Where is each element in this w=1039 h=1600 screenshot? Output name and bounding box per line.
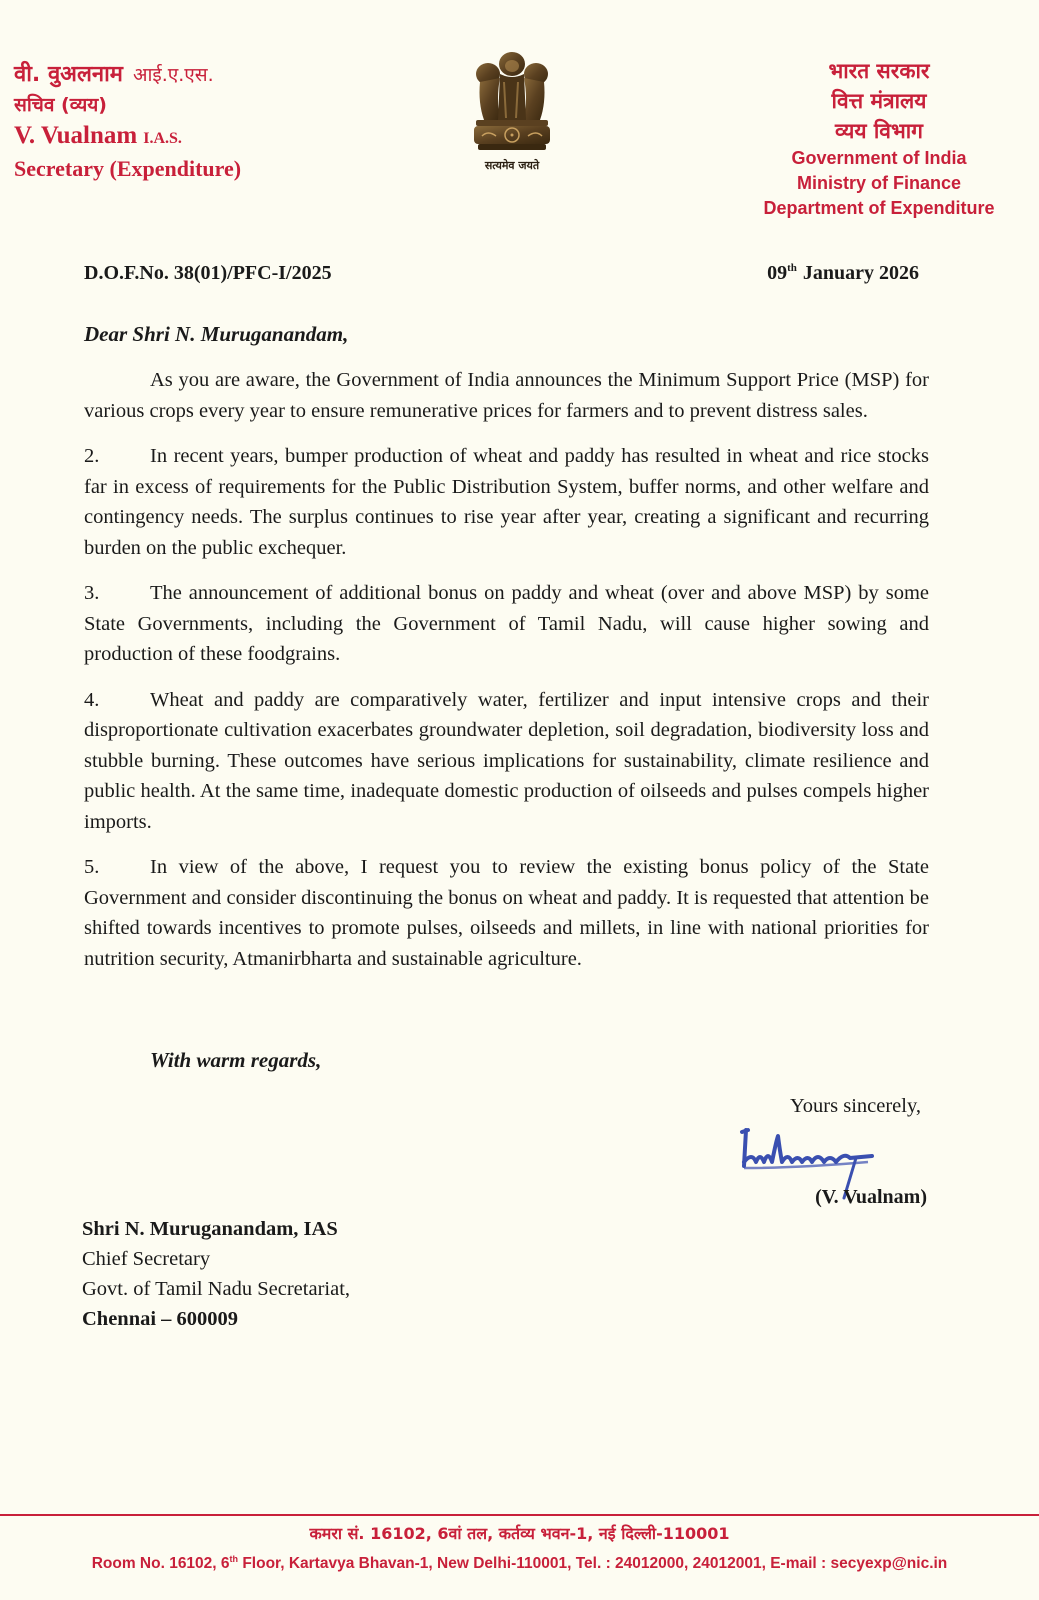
paragraph-3: 3. The announcement of additional bonus on paddy and wheat (over and above MSP) by some State Governments, including the Government of Tamil Nadu, will cause higher sowing and production of these foodgrains.: [84, 578, 929, 670]
department-english-line2: Ministry of Finance: [796, 173, 962, 193]
letterhead-sender-block: [14, 60, 241, 183]
addressee-office: Govt. of Tamil Nadu Secretariat,: [82, 1278, 351, 1300]
addressee-city: Chennai – 600009: [82, 1308, 239, 1330]
letter-date: 09th January 2026: [767, 262, 919, 284]
signatory-name: (V. Vualnam): [815, 1186, 927, 1208]
department-hindi-line3: व्यय विभाग: [835, 119, 923, 143]
footer-address-english: Room No. 16102, 6th Floor, Kartavya Bhavan-1, New Delhi-110001, Tel. : 24012000, 24012001, E-mail : secyexp@nic.in: [91, 1554, 948, 1573]
sender-service-english: I.A.S.: [143, 130, 182, 147]
national-emblem: [462, 48, 562, 173]
paragraph-number: 3.: [84, 582, 100, 604]
closing-yours-sincerely: Yours sincerely,: [790, 1095, 921, 1117]
paragraph-2: 2. In recent years, bumper production of wheat and paddy has resulted in wheat and rice stocks far in excess of requirements for the Public Distribution System, buffer norms, and other welfare and contingency needs. The surplus continues to rise year after year, creating a significant and recurring burden on the public exchequer.: [84, 441, 929, 563]
paragraph-number: 5.: [84, 856, 100, 878]
footer-address-hindi: कमरा सं. 16102, 6वां तल, कर्तव्य भवन-1, नई दिल्ली-110001: [309, 1524, 730, 1543]
sender-name-hindi: वी. वुअलनाम आई.ए.एस.: [14, 62, 214, 87]
addressee-block: [82, 1214, 350, 1334]
department-hindi-line2: वित्त मंत्रालय: [831, 89, 927, 113]
department-hindi-line1: भारत सरकार: [828, 59, 930, 83]
closing-regards: With warm regards,: [150, 1048, 322, 1072]
sender-service-hindi: आई.ए.एस.: [132, 64, 214, 86]
letter-body: [84, 365, 929, 989]
letterhead-department-block: [749, 56, 1009, 221]
addressee-designation: Chief Secretary: [82, 1248, 211, 1270]
department-english-line1: Government of India: [791, 148, 967, 168]
department-english-line3: Department of Expenditure: [763, 198, 995, 218]
sender-designation-hindi: सचिव (व्यय): [14, 94, 107, 116]
paragraph-5: 5. In view of the above, I request you to review the existing bonus policy of the State Government and consider discontinuing the bonus on wheat and paddy. It is requested that attention be shifted towards incentives to promote pulses, oilseeds and millets, in line with national priorities for nutrition security, Atmanirbharta and sustainable agriculture.: [84, 852, 929, 974]
salutation: Dear Shri N. Muruganandam,: [84, 322, 349, 346]
paragraph-4: 4. Wheat and paddy are comparatively water, fertilizer and input intensive crops and their disproportionate cultivation exacerbates groundwater depletion, soil degradation, biodiversity loss and stubble burning. These outcomes have serious implications for sustainability, climate resilience and public health. At the same time, inadequate domestic production of oilseeds and pulses compels higher imports.: [84, 685, 929, 838]
paragraph-number: 2.: [84, 445, 100, 467]
reference-number: D.O.F.No. 38(01)/PFC-I/2025: [84, 262, 332, 284]
addressee-name: Shri N. Muruganandam, IAS: [82, 1218, 338, 1240]
footer-divider: [0, 1514, 1039, 1516]
paragraph-1: As you are aware, the Government of India announces the Minimum Support Price (MSP) for various crops every year to ensure remunerative prices for farmers and to prevent distress sales.: [84, 369, 929, 422]
national-emblem-lion-capital-icon: [470, 48, 554, 156]
paragraph-number: 4.: [84, 688, 100, 711]
emblem-motto: सत्यमेव जयते: [484, 159, 540, 172]
sender-designation-english: Secretary (Expenditure): [14, 156, 242, 181]
sender-name-english: V. Vualnam I.A.S.: [14, 122, 182, 149]
